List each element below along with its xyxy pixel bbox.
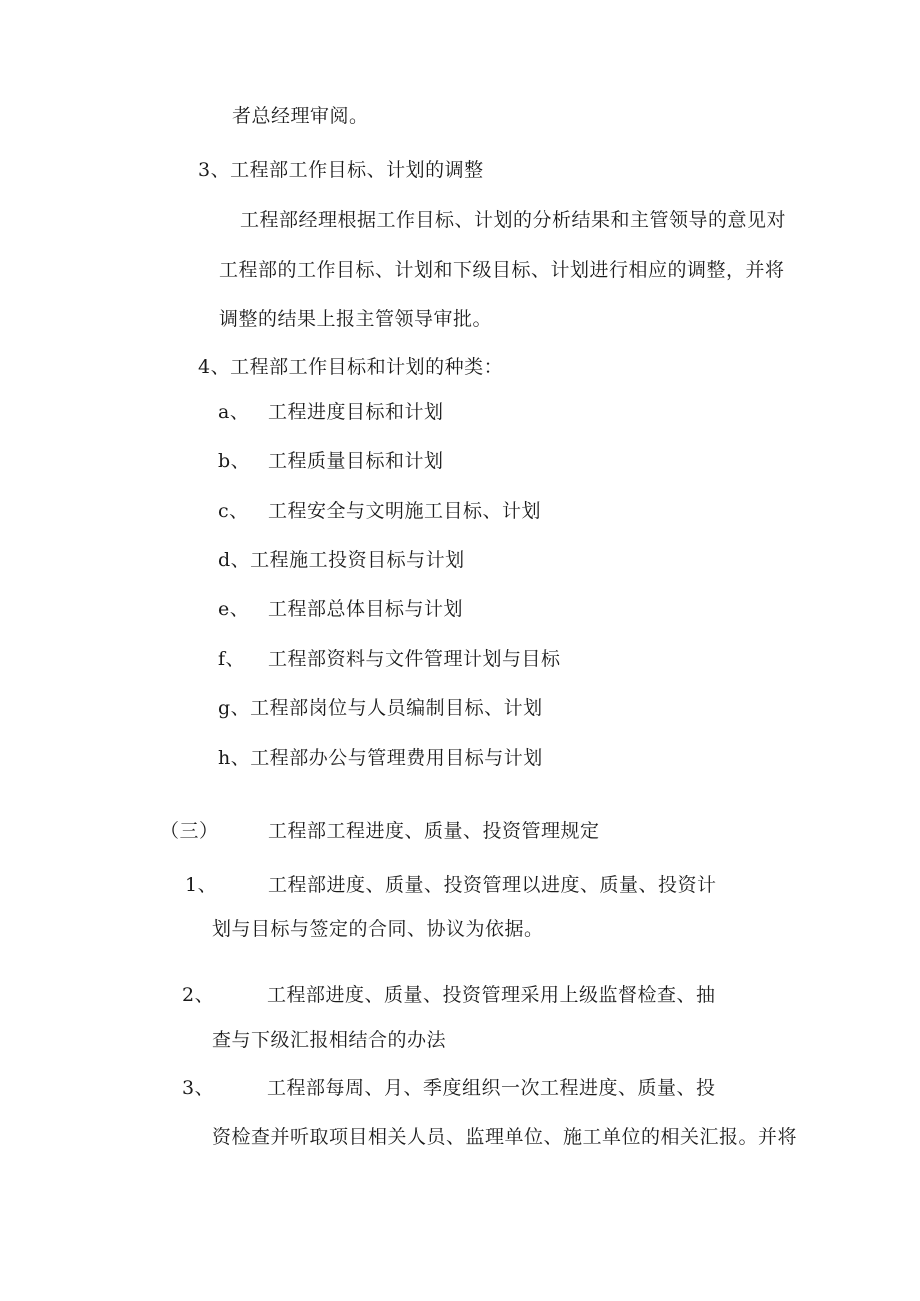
plan-type-text: 工程部办公与管理费用目标与计划 bbox=[250, 747, 543, 769]
rule-2-line-2: 查与下级汇报相结合的办法 bbox=[212, 1029, 447, 1051]
plan-type-text: 工程部岗位与人员编制目标、计划 bbox=[250, 697, 543, 719]
rule-number: 2、 bbox=[182, 984, 215, 1006]
plan-type-item bbox=[218, 597, 463, 621]
plan-type-item bbox=[218, 696, 543, 720]
rule-text: 工程部进度、质量、投资管理采用上级监督检查、抽 bbox=[267, 984, 716, 1006]
plan-type-marker: c、 bbox=[218, 500, 249, 522]
continuation-text: 者总经理审阅。 bbox=[232, 105, 369, 127]
plan-type-item bbox=[218, 548, 465, 572]
plan-type-marker: d、 bbox=[218, 549, 251, 571]
plan-type-text: 工程质量目标和计划 bbox=[268, 450, 444, 472]
section-3-title: 工程部工程进度、质量、投资管理规定 bbox=[268, 820, 600, 842]
item-3-number: 3、 bbox=[198, 159, 231, 181]
item-3-body-line-2: 工程部的工作目标、计划和下级目标、计划进行相应的调整，并将 bbox=[219, 259, 785, 281]
plan-type-marker: e、 bbox=[218, 598, 250, 620]
plan-type-item bbox=[218, 647, 561, 671]
item-4-heading bbox=[198, 355, 503, 379]
rule-1-line-1 bbox=[185, 873, 717, 897]
item-3-heading bbox=[198, 158, 484, 182]
plan-type-item bbox=[218, 746, 543, 770]
plan-type-marker: f、 bbox=[218, 648, 246, 670]
item-3-title: 工程部工作目标、计划的调整 bbox=[230, 159, 484, 181]
plan-type-text: 工程安全与文明施工目标、计划 bbox=[268, 500, 542, 522]
plan-type-marker: g、 bbox=[218, 697, 251, 719]
plan-type-marker: h、 bbox=[218, 747, 251, 769]
plan-type-item bbox=[218, 449, 444, 473]
rule-2-line-1 bbox=[182, 983, 716, 1007]
plan-type-marker: b、 bbox=[218, 450, 251, 472]
rule-1-line-2: 划与目标与签定的合同、协议为依据。 bbox=[212, 918, 544, 940]
plan-type-text: 工程部资料与文件管理计划与目标 bbox=[268, 648, 561, 670]
plan-type-item bbox=[218, 499, 541, 523]
item-4-number: 4、 bbox=[198, 356, 231, 378]
rule-number: 3、 bbox=[182, 1077, 215, 1099]
plan-type-text: 工程部总体目标与计划 bbox=[268, 598, 464, 620]
rule-text: 工程部每周、月、季度组织一次工程进度、质量、投 bbox=[267, 1077, 716, 1099]
plan-type-text: 工程施工投资目标与计划 bbox=[250, 549, 465, 571]
rule-3-line-1 bbox=[182, 1076, 716, 1100]
plan-type-item bbox=[218, 400, 444, 424]
section-3-number: （三） bbox=[160, 820, 219, 842]
rule-3-line-2: 资检查并听取项目相关人员、监理单位、施工单位的相关汇报。并将 bbox=[212, 1126, 798, 1148]
plan-type-marker: a、 bbox=[218, 401, 250, 423]
item-3-body-line-1: 工程部经理根据工作目标、计划的分析结果和主管领导的意见对 bbox=[240, 209, 787, 231]
plan-type-text: 工程进度目标和计划 bbox=[268, 401, 444, 423]
rule-number: 1、 bbox=[185, 874, 218, 896]
item-4-title: 工程部工作目标和计划的种类： bbox=[230, 356, 504, 378]
rule-text: 工程部进度、质量、投资管理以进度、质量、投资计 bbox=[268, 874, 717, 896]
item-3-body-line-3: 调整的结果上报主管领导审批。 bbox=[219, 308, 493, 330]
section-3-heading bbox=[160, 819, 600, 843]
